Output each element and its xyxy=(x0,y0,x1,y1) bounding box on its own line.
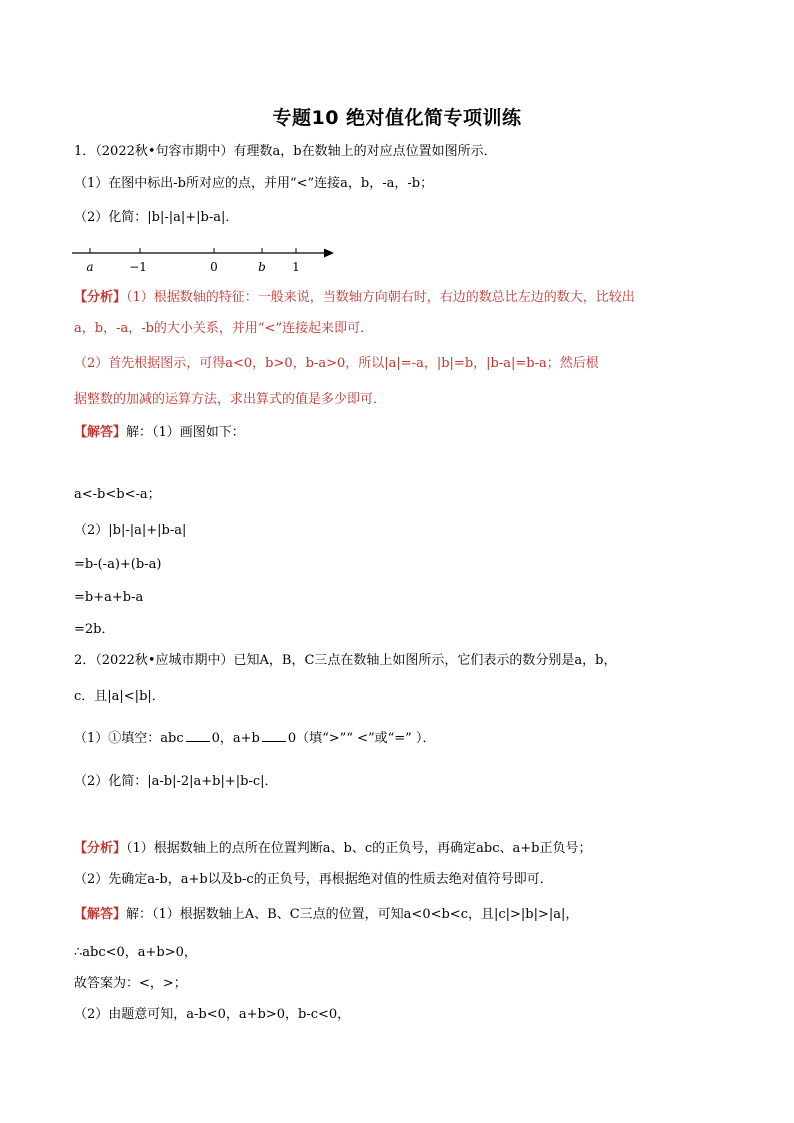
q2-analysis-line2: （2）先确定a-b，a+b以及b-c的正负号，再根据绝对值的性质去绝对值符号即可． xyxy=(74,872,553,887)
q2-answer-line3: 故答案为：<，>； xyxy=(74,976,187,991)
answer-tag: 【解答】 xyxy=(74,425,127,440)
q1-analysis-line4: 据整数的加减的运算方法，求出算式的值是多少即可． xyxy=(74,392,387,407)
q2-part1: （1）①填空：abc 0，a+b 0（填“>”“ <”或“=” ）． xyxy=(74,731,436,746)
q2-stem-line1: 2．（2022秋•应城市期中）已知A，B，C三点在数轴上如图所示，它们表示的数分别是a，b， xyxy=(74,653,617,668)
q2-answer-line4: （2）由题意可知，a-b<0，a+b>0，b-c<0， xyxy=(74,1007,351,1022)
q1-answer-line5: =b+a+b-a xyxy=(74,590,144,605)
number-line-figure xyxy=(70,238,350,280)
label-b: b xyxy=(258,260,266,274)
page-title: 专题10 绝对值化简专项训练 xyxy=(272,107,522,129)
q1-stem: 1．（2022秋•句容市期中）有理数a，b在数轴上的对应点位置如图所示． xyxy=(74,144,497,159)
q1-part2: （2）化简：|b|-|a|+|b-a|． xyxy=(74,210,239,225)
q1-part1: （1）在图中标出-b所对应的点，并用“<”连接a，b，-a，-b； xyxy=(74,176,434,191)
q2-part2: （2）化简：|a-b|-2|a+b|+|b-c|． xyxy=(74,774,278,789)
answer-blank-2 xyxy=(262,729,286,742)
label-0: 0 xyxy=(210,260,218,274)
q1-answer-line2: a<-b<b<-a； xyxy=(74,487,161,502)
q1-analysis-line1: 【分析】（1）根据数轴的特征：一般来说，当数轴方向朝右时，右边的数总比左边的数大，比较出 xyxy=(74,290,635,305)
q1-answer-line1: 【解答】解：（1）画图如下： xyxy=(74,425,245,440)
q2-stem-line2: c．且|a|<|b|． xyxy=(74,689,165,704)
q1-analysis-line3: （2）首先根据图示，可得a<0，b>0，b-a>0，所以|a|=-a，|b|=b，|b-a|=b-a；然后根 xyxy=(74,356,599,371)
q2-analysis-line1: 【分析】（1）根据数轴上的点所在位置判断a、b、c的正负号，再确定abc、a+b正负号； xyxy=(74,841,592,856)
q1-analysis-line2: a，b，-a，-b的大小关系，并用“<”连接起来即可． xyxy=(74,321,374,336)
analysis-tag: 【分析】 xyxy=(74,290,127,305)
label-a: a xyxy=(86,260,94,274)
label-neg1: −1 xyxy=(129,260,147,274)
label-1: 1 xyxy=(292,260,300,274)
q1-answer-line4: =b-(-a)+(b-a) xyxy=(74,557,162,572)
q2-answer-line2: ∴abc<0，a+b>0， xyxy=(74,945,197,960)
analysis-tag: 【分析】 xyxy=(74,841,127,856)
answer-tag: 【解答】 xyxy=(74,907,127,922)
answer-blank-1 xyxy=(186,729,210,742)
q1-answer-line3: （2）|b|-|a|+|b-a| xyxy=(74,523,187,538)
q1-answer-line6: =2b． xyxy=(74,622,115,637)
q2-answer-line1: 【解答】解：（1）根据数轴上A、B、C三点的位置，可知a<0<b<c，且|c|>|b|>|a|， xyxy=(74,907,579,922)
